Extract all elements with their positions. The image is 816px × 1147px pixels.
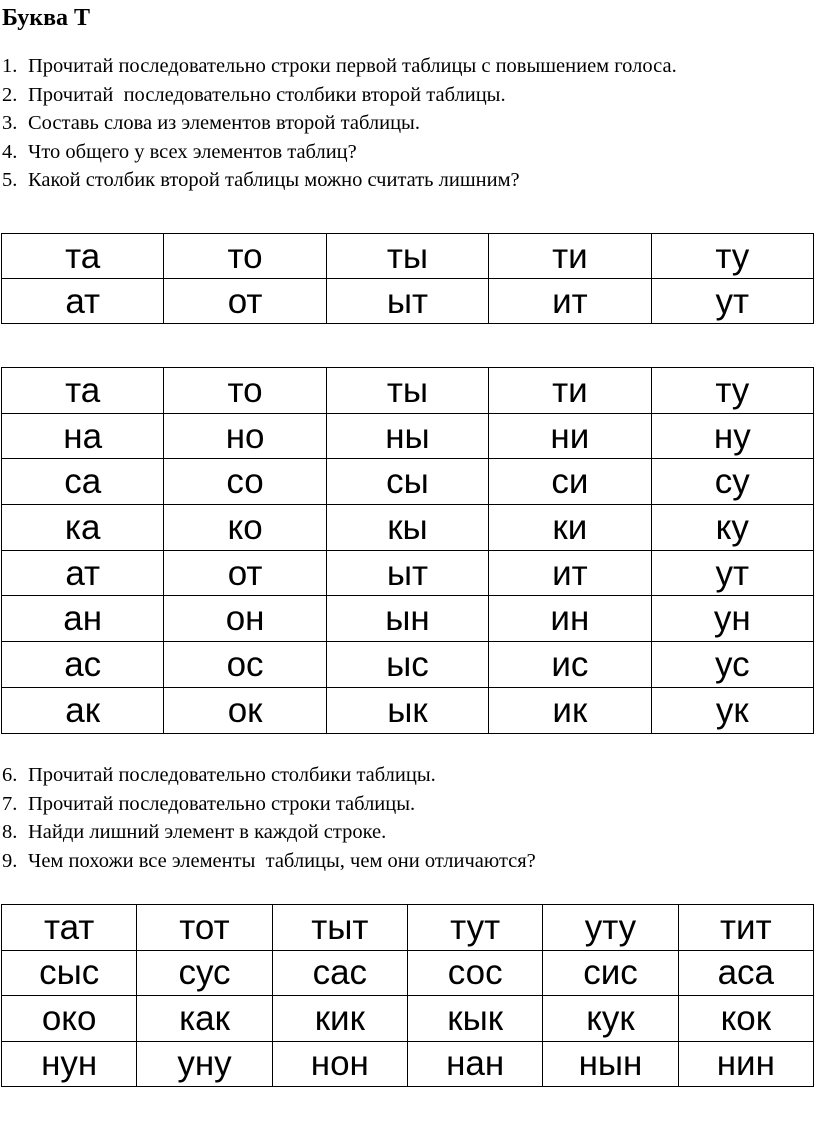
table-cell: нан xyxy=(407,1041,542,1087)
table-row xyxy=(2,505,814,551)
table-cell: си xyxy=(489,459,651,505)
table-row xyxy=(2,413,814,459)
table-cell: на xyxy=(2,413,164,459)
table-row xyxy=(2,950,814,996)
table-cell: ат xyxy=(2,550,164,596)
table-cell: ак xyxy=(2,687,164,733)
table-cell: ти xyxy=(489,368,651,414)
table-row xyxy=(2,642,814,688)
table-cell: со xyxy=(164,459,326,505)
table-cell: ун xyxy=(651,596,813,642)
task-number: 2. xyxy=(2,83,18,106)
table-cell: кок xyxy=(678,996,813,1042)
task-text: Чем похожи все элементы таблицы, чем они отличаются? xyxy=(28,849,536,872)
table-cell: ка xyxy=(2,505,164,551)
task-number: 9. xyxy=(2,849,18,872)
table-cell: су xyxy=(651,459,813,505)
table-cell: кик xyxy=(272,996,407,1042)
table-cell: ик xyxy=(489,687,651,733)
table-cell: ос xyxy=(164,642,326,688)
table-cell: ит xyxy=(489,550,651,596)
table-cell: ус xyxy=(651,642,813,688)
task-number: 7. xyxy=(2,792,18,815)
table-cell: ыт xyxy=(326,550,488,596)
table-row xyxy=(2,234,814,279)
table-cell: ку xyxy=(651,505,813,551)
table-cell: то xyxy=(164,234,326,279)
table-cell: нин xyxy=(678,1041,813,1087)
table-cell: ис xyxy=(489,642,651,688)
table-cell: ко xyxy=(164,505,326,551)
table-cell: уну xyxy=(137,1041,272,1087)
table-row xyxy=(2,550,814,596)
table-cell: ук xyxy=(651,687,813,733)
table-cell: уту xyxy=(543,905,678,951)
task-number: 5. xyxy=(2,169,18,192)
table-cell: ты xyxy=(326,234,488,279)
table-cell: ни xyxy=(489,413,651,459)
table-cell: сас xyxy=(272,950,407,996)
table-cell: ти xyxy=(489,234,651,279)
table-cell: от xyxy=(164,279,326,324)
table-cell: тит xyxy=(678,905,813,951)
table-row xyxy=(2,1041,814,1087)
syllable-table-1 xyxy=(1,233,814,324)
task-text: Что общего у всех элементов таблиц? xyxy=(28,140,357,163)
table-cell: ан xyxy=(2,596,164,642)
table-cell: са xyxy=(2,459,164,505)
table-cell: кук xyxy=(543,996,678,1042)
table-cell: ыт xyxy=(326,279,488,324)
table-cell: сы xyxy=(326,459,488,505)
table-cell: от xyxy=(164,550,326,596)
table-cell: ут xyxy=(651,550,813,596)
syllable-table-2 xyxy=(1,367,814,734)
table-row xyxy=(2,905,814,951)
table-cell: тыт xyxy=(272,905,407,951)
table-row xyxy=(2,459,814,505)
table-cell: нон xyxy=(272,1041,407,1087)
task-number: 3. xyxy=(2,112,18,135)
task-text: Прочитай последовательно столбики таблицы. xyxy=(28,764,436,786)
table-cell: ты xyxy=(326,368,488,414)
table-cell: ту xyxy=(651,234,813,279)
table-cell: но xyxy=(164,413,326,459)
table-row xyxy=(2,279,814,324)
table-cell: ат xyxy=(2,279,164,324)
table-cell: ки xyxy=(489,505,651,551)
table-cell: ны xyxy=(326,413,488,459)
table-cell: ну xyxy=(651,413,813,459)
table-cell: он xyxy=(164,596,326,642)
task-text: Составь слова из элементов второй таблицы. xyxy=(28,112,420,135)
table-cell: ас xyxy=(2,642,164,688)
table-cell: сос xyxy=(407,950,542,996)
table-row xyxy=(2,996,814,1042)
task-number: 1. xyxy=(2,55,18,77)
table-cell: как xyxy=(137,996,272,1042)
table-cell: око xyxy=(2,996,137,1042)
table-cell: тут xyxy=(407,905,542,951)
table-cell: ут xyxy=(651,279,813,324)
task-number: 8. xyxy=(2,821,18,844)
table-cell: кы xyxy=(326,505,488,551)
table-row xyxy=(2,687,814,733)
table-cell: тот xyxy=(137,905,272,951)
table-cell: нын xyxy=(543,1041,678,1087)
table-cell: ык xyxy=(326,687,488,733)
table-cell: то xyxy=(164,368,326,414)
task-text: Прочитай последовательно строки первой таблицы с повышением голоса. xyxy=(28,55,677,77)
table-cell: та xyxy=(2,368,164,414)
task-text: Найди лишний элемент в каждой строке. xyxy=(28,821,387,844)
page-title: Буква Т xyxy=(2,5,91,31)
table-cell: аса xyxy=(678,950,813,996)
table-cell: сус xyxy=(137,950,272,996)
table-row xyxy=(2,596,814,642)
syllable-table-3 xyxy=(1,904,814,1087)
table-cell: ин xyxy=(489,596,651,642)
table-cell: ит xyxy=(489,279,651,324)
task-number: 6. xyxy=(2,764,18,786)
table-cell: ок xyxy=(164,687,326,733)
task-text: Какой столбик второй таблицы можно считать лишним? xyxy=(28,169,520,192)
task-number: 4. xyxy=(2,140,18,163)
table-cell: та xyxy=(2,234,164,279)
table-cell: нун xyxy=(2,1041,137,1087)
table-cell: ын xyxy=(326,596,488,642)
table-cell: ыс xyxy=(326,642,488,688)
table-cell: кык xyxy=(407,996,542,1042)
task-text: Прочитай последовательно столбики второй таблицы. xyxy=(28,83,506,106)
task-text: Прочитай последовательно строки таблицы. xyxy=(28,792,416,815)
table-cell: ту xyxy=(651,368,813,414)
table-row xyxy=(2,368,814,414)
table-cell: сыс xyxy=(2,950,137,996)
table-cell: тат xyxy=(2,905,137,951)
table-cell: сис xyxy=(543,950,678,996)
